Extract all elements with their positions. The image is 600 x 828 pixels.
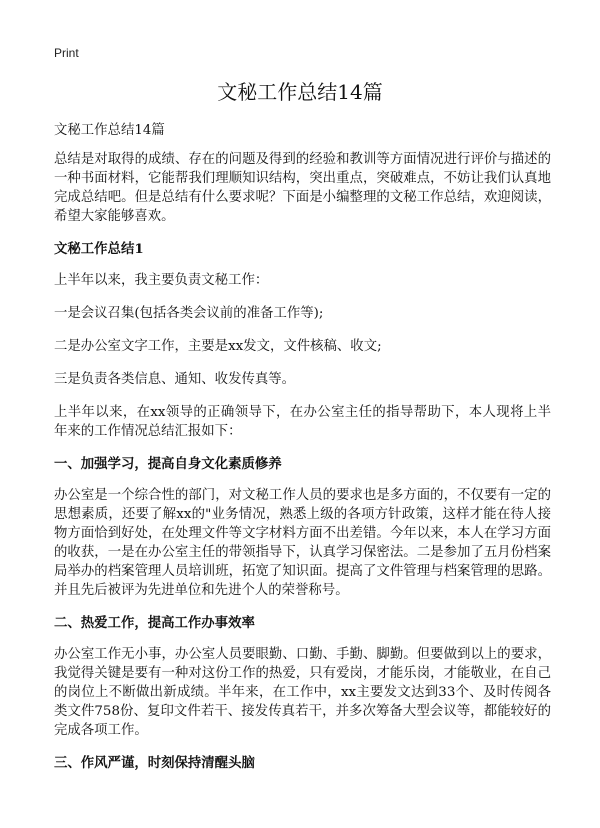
paragraph-5: 上半年以来，在xx领导的正确领导下，在办公室主任的指导帮助下，本人现将上半年来的工作情况总结汇报如下： (54, 405, 551, 439)
subheading-3: 三、作风严谨，时刻保持清醒头脑 (54, 755, 255, 771)
intro-paragraph: 总结是对取得的成绩、存在的问题及得到的经验和教训等方面情况进行评价与描述的一种书面材料，它能帮我们理顺知识结构，突出重点，突破难点，不妨让我们认真地完成总结吧。但是总结有什么要求呢？下面是小编整理的文秘工作总结，欢迎阅读，希望大家能够喜欢。 (54, 152, 551, 224)
document-body (54, 121, 551, 785)
section-heading-1: 文秘工作总结1 (54, 241, 144, 257)
paragraph-2: 一是会议召集(包括各类会议前的准备工作等); (54, 306, 324, 321)
paragraph-1: 上半年以来，我主要负责文秘工作： (54, 273, 269, 288)
subheading-2: 二、热爱工作，提高工作办事效率 (54, 615, 255, 631)
paragraph-6: 办公室是一个综合性的部门，对文秘工作人员的要求也是多方面的，不仅要有一定的思想素质，还要了解xx的"业务情况，熟悉上级的各项方针政策，这样才能在待人接物方面恰到好处，在处理文件等文字材料方面不出差错。今年以来，本人在学习方面的收获，一是在办公室主任的带领指导下，认真学习保密法。二是参加了五月份档案局举办的档案管理人员培训班，拓宽了知识面。提高了文件管理与档案管理的思路。并且先后被评为先进单位和先进个人的荣誉称号。 (54, 488, 551, 598)
paragraph-4: 三是负责各类信息、通知、收发传真等。 (54, 372, 296, 387)
subheading-1: 一、加强学习，提高自身文化素质修养 (54, 456, 282, 472)
document-subtitle: 文秘工作总结14篇 (54, 123, 165, 138)
paragraph-7: 办公室工作无小事，办公室人员要眼勤、口勤、手勤、脚勤。但要做到以上的要求，我觉得关键是要有一种对这份工作的热爱，只有爱岗，才能乐岗，才能敬业，在自己的岗位上不断做出新成绩。半年来，在工作中，xx主要发文达到33个、及时传阅各类文件758份、复印文件若干、接发传真若干，并多次筹备大型会议等，都能较好的完成各项工作。 (54, 647, 551, 738)
page-title: 文秘工作总结14篇 (217, 80, 383, 104)
paragraph-3: 二是办公室文字工作，主要是xx发文，文件核稿、收文; (54, 339, 382, 354)
print-link[interactable]: Print (54, 46, 79, 60)
